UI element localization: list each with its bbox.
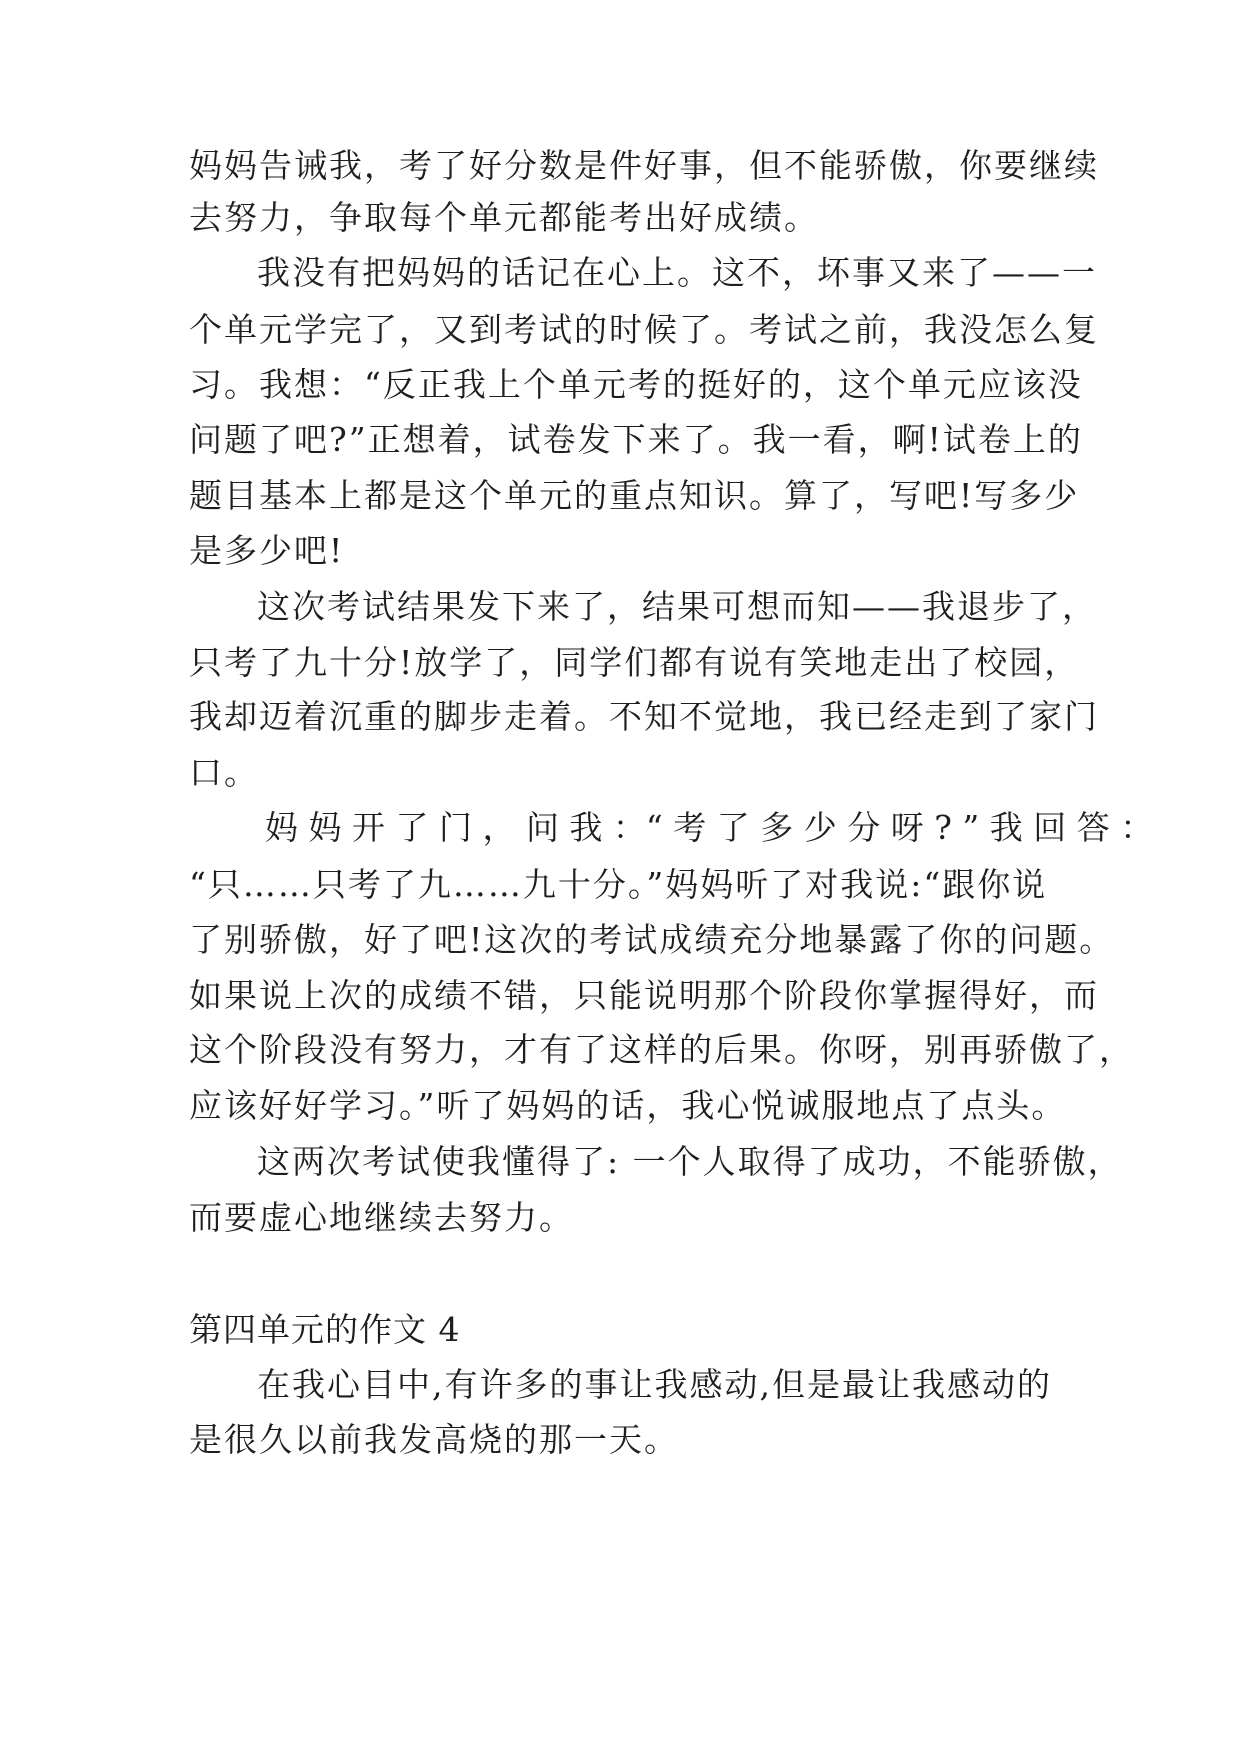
text-line: 如果说上次的成绩不错，只能说明那个阶段你掌握得好，而	[189, 976, 1099, 1015]
text-line: 个单元学完了，又到考试的时候了。考试之前，我没怎么复	[189, 310, 1099, 349]
text-line: 妈妈告诫我，考了好分数是件好事，但不能骄傲，你要继续	[189, 146, 1099, 185]
text-line: 我却迈着沉重的脚步走着。不知不觉地，我已经走到了家门	[189, 697, 1099, 736]
text-line: 是很久以前我发高烧的那一天。	[189, 1420, 679, 1459]
text-line: 了别骄傲，好了吧!这次的考试成绩充分地暴露了你的问题。	[189, 920, 1115, 959]
paragraph-start-line: 我没有把妈妈的话记在心上。这不，坏事又来了——一	[257, 253, 1097, 292]
paragraph-start-line: 这两次考试使我懂得了: 一个人取得了成功，不能骄傲，	[257, 1142, 1123, 1181]
text-line: 只考了九十分!放学了，同学们都有说有笑地走出了校园，	[189, 643, 1080, 682]
text-line: 题目基本上都是这个单元的重点知识。算了，写吧!写多少	[189, 476, 1080, 515]
text-line: “只……只考了九……九十分。”妈妈听了对我说:“跟你说	[189, 865, 1048, 904]
text-line: 这个阶段没有努力，才有了这样的后果。你呀，别再骄傲了，	[189, 1030, 1134, 1069]
text-line: 去努力，争取每个单元都能考出好成绩。	[189, 198, 819, 237]
text-line: 口。	[189, 753, 259, 792]
text-line: 是多少吧!	[189, 531, 345, 570]
paragraph-start-line: 妈 妈 开 了 门 ， 问 我 ：“ 考 了 多 少 分 呀 ? ” 我 回 答 ：	[265, 808, 1154, 847]
text-line: 而要虚心地继续去努力。	[189, 1198, 574, 1237]
paragraph-start-line: 在我心目中,有许多的事让我感动,但是最让我感动的	[257, 1365, 1052, 1404]
paragraph-start-line: 这次考试结果发下来了，结果可想而知——我退步了，	[257, 587, 1097, 626]
section-title: 第四单元的作文 4	[189, 1310, 461, 1349]
text-line: 问题了吧?”正想着，试卷发下来了。我一看，啊!试卷上的	[189, 420, 1083, 459]
text-line: 应该好好学习。”听了妈妈的话，我心悦诚服地点了点头。	[189, 1086, 1067, 1125]
text-line: 习。我想：“反正我上个单元考的挺好的，这个单元应该没	[189, 365, 1083, 404]
